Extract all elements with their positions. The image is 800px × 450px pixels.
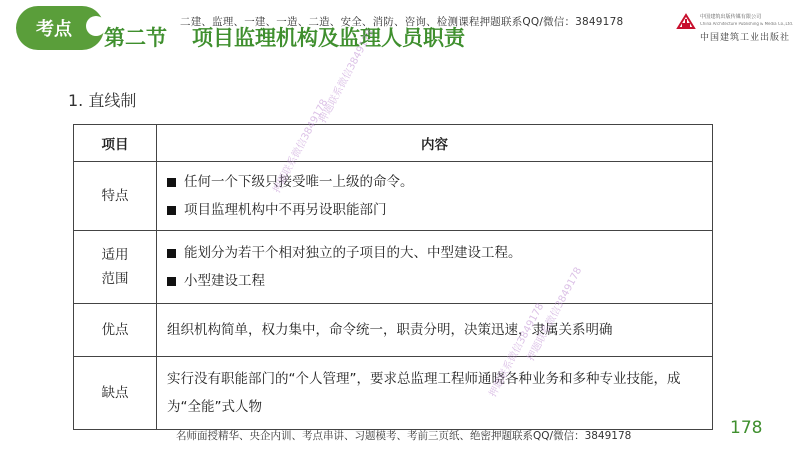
bullet-text: 能划分为若干个相对独立的子项目的大、中型建设工程。 [184,245,522,261]
section-title: 项目监理机构及监理人员职责 [192,26,465,50]
header-item: 项目 [74,125,157,162]
table-row [74,231,713,304]
subsection-heading: 1. 直线制 [68,91,137,110]
square-bullet-icon [167,206,176,215]
table-row [74,357,713,430]
publisher-name-chinese: 中国建筑工业出版社 [700,33,791,43]
top-promo-text: 二建、监理、一建、一造、二造、安全、消防、咨询、检测课程押题联系QQ/微信：3849178 [180,16,624,28]
section-number: 第二节 [104,26,167,50]
page-number: 178 [730,418,763,438]
publisher-logo-icon [676,12,696,32]
square-bullet-icon [167,178,176,187]
publisher-name-english: China Architecture Publishing & Media Co.,Ltd. [700,22,794,27]
square-bullet-icon [167,277,176,286]
watermark-text: 押题联系微信3849178 [271,97,331,196]
bottom-promo-text: 名师面授精华、央企内训、考点串讲、习题模考、考前三页纸、绝密押题联系QQ/微信：3849178 [176,430,632,442]
bullet-text: 小型建设工程 [184,273,265,289]
bullet-item [167,168,702,196]
table-header-row [74,125,713,162]
bullet-text: 项目监理机构中不再另设职能部门 [184,202,387,218]
bullet-text: 任何一个下级只接受唯一上级的命令。 [184,174,414,190]
comparison-table [73,124,713,430]
row-item-label: 缺点 [74,357,157,430]
square-bullet-icon [167,249,176,258]
topic-badge-label: 考点 [36,19,72,40]
row-content [157,231,713,304]
watermark-text: 押题联系微信3849178 [525,265,585,364]
row-item-label: 优点 [74,304,157,357]
publisher-name-top: 中国建筑出版传媒有限公司 [700,13,762,20]
row-item-label: 特点 [74,162,157,231]
row-item-label [74,231,157,304]
row-content [157,162,713,231]
watermark-text: 押题联系微信3849178 [317,27,377,126]
row-content: 组织机构简单，权力集中，命令统一，职责分明，决策迅速，隶属关系明确 [157,304,713,357]
header-content: 内容 [157,125,713,162]
watermark-text: 押题联系微信3849178 [487,301,547,400]
bullet-item [167,267,702,295]
bullet-item [167,239,702,267]
row-content: 实行没有职能部门的“个人管理”，要求总监理工程师通晓各种业务和多种专业技能，成为“全能”式人物 [157,357,713,430]
badge-notch-decoration [86,16,106,36]
table-row [74,304,713,357]
table-row [74,162,713,231]
publisher-logo-block [676,10,792,42]
row-item-label-text: 适用范围 [101,247,129,287]
bullet-item [167,196,702,224]
